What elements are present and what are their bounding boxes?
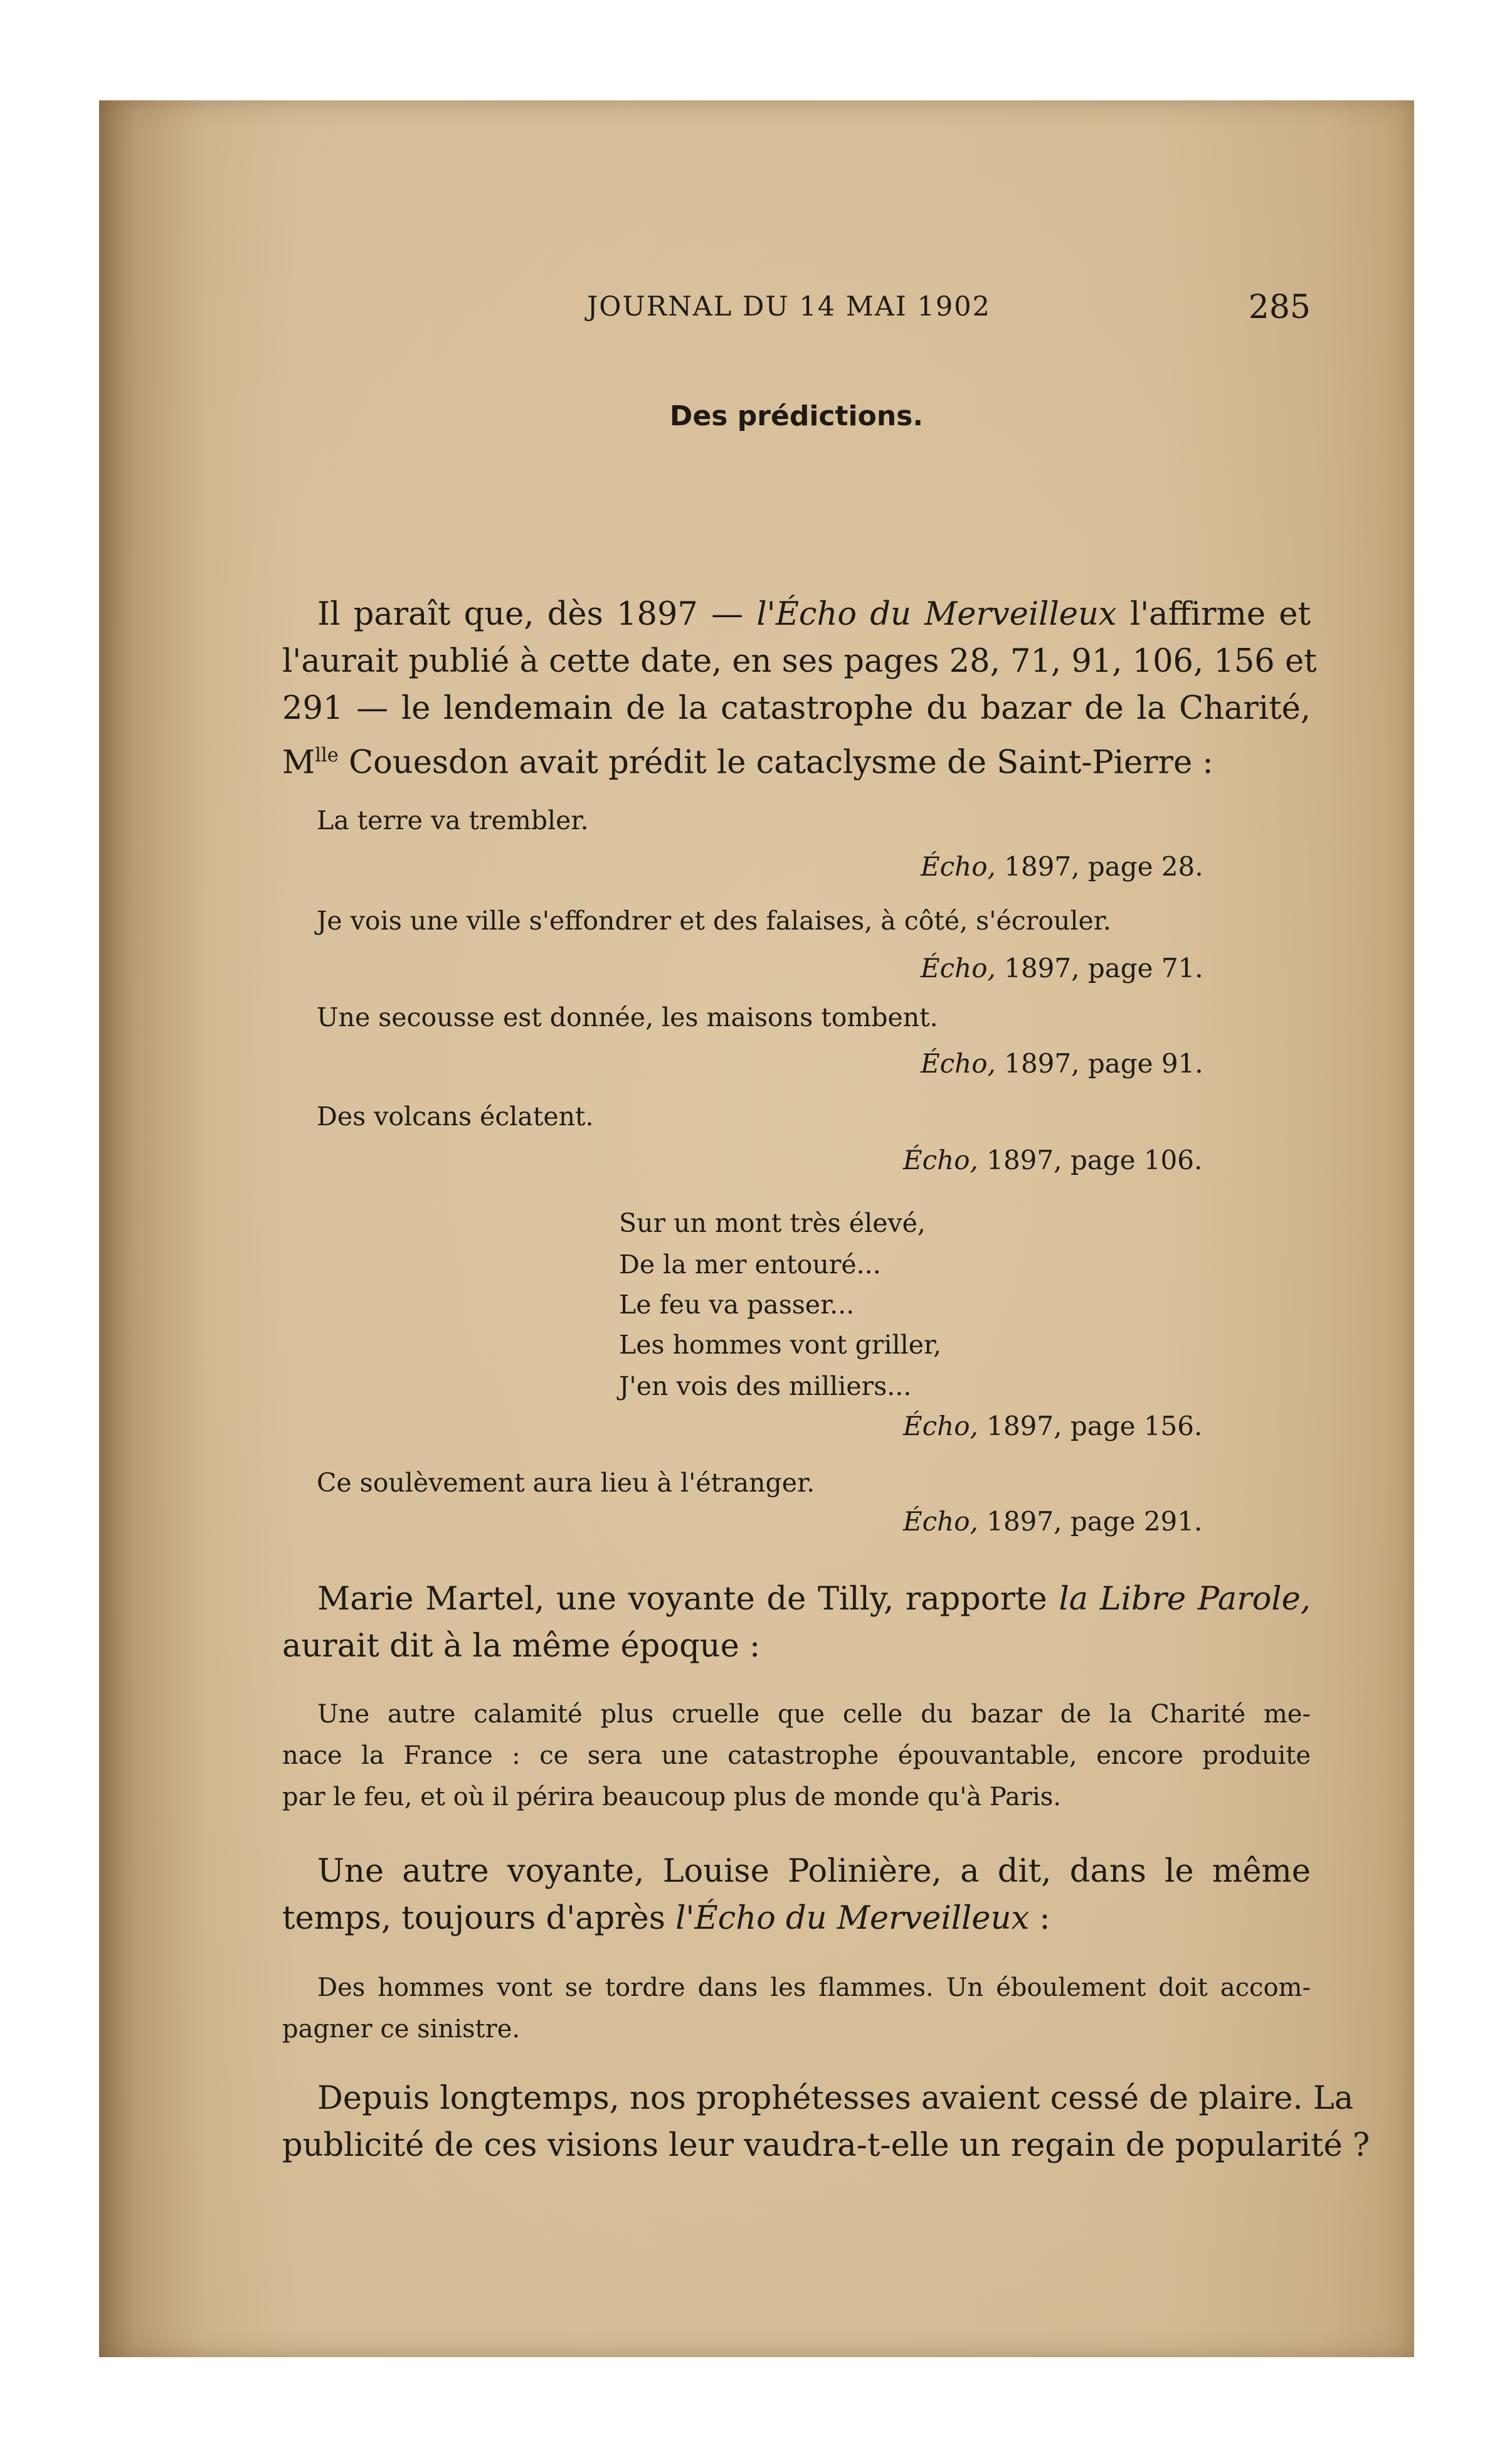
paragraph-1-line-1: Il paraît que, dès 1897 — l'Écho du Merveilleux l'affirme et	[317, 596, 1311, 633]
section-title: Des prédictions.	[669, 400, 924, 432]
quote-2: Je vois une ville s'effondrer et des falaises, à côté, s'écrouler.	[317, 906, 1111, 936]
quote-3: Une secousse est donnée, les maisons tombent.	[317, 1002, 938, 1032]
poem-citation: Écho, 1897, page 156.	[903, 1411, 1203, 1441]
quote-4-citation: Écho, 1897, page 106.	[903, 1145, 1203, 1175]
quote-4: Des volcans éclatent.	[317, 1101, 594, 1132]
running-head	[282, 289, 1311, 326]
paragraph-2-line-1: Marie Martel, une voyante de Tilly, rapporte la Libre Parole,	[317, 1581, 1311, 1618]
quote-7-line-3: par le feu, et où il périra beaucoup plus de monde qu'à Paris.	[282, 1783, 1061, 1811]
poem-line-3: Le feu va passer...	[619, 1290, 855, 1320]
paragraph-4-line-2: publicité de ces visions leur vaudra-t-elle un regain de popularité ?	[282, 2127, 1370, 2164]
poem-line-5: J'en vois des milliers...	[619, 1371, 912, 1401]
paragraph-3-line-1: Une autre voyante, Louise Polinière, a dit, dans le même	[317, 1853, 1311, 1890]
paragraph-3	[282, 1848, 1311, 1942]
quote-6: Ce soulèvement aura lieu à l'étranger.	[317, 1468, 815, 1498]
poem-line-2: De la mer entouré...	[619, 1249, 881, 1280]
poem-line-1: Sur un mont très élevé,	[619, 1208, 926, 1238]
book-page	[99, 100, 1414, 2357]
paragraph-2	[282, 1576, 1311, 1670]
paragraph-3-line-2: temps, toujours d'après l'Écho du Merveilleux :	[282, 1900, 1050, 1937]
quote-8	[282, 1967, 1311, 2050]
running-title: JOURNAL DU 14 MAI 1902	[587, 291, 991, 322]
paragraph-1-line-2: l'aurait publié à cette date, en ses pages 28, 71, 91, 106, 156 et	[282, 643, 1317, 680]
paragraph-2-line-2: aurait dit à la même époque :	[282, 1628, 761, 1665]
quote-7-line-1: Une autre calamité plus cruelle que celle du bazar de la Charité me-	[317, 1700, 1311, 1729]
quote-1-citation: Écho, 1897, page 28.	[921, 851, 1203, 882]
quote-3-citation: Écho, 1897, page 91.	[921, 1048, 1203, 1079]
quote-2-citation: Écho, 1897, page 71.	[921, 953, 1203, 984]
paragraph-1-line-4: $M^{lle}$ Couesdon avait prédit le cataclysme de Saint-Pierre :	[282, 744, 1213, 782]
quote-1: La terre va trembler.	[317, 805, 589, 835]
paragraph-1	[282, 591, 1317, 786]
paragraph-4-line-1: Depuis longtemps, nos prophétesses avaient cessé de plaire. La	[317, 2080, 1354, 2117]
quote-8-line-1: Des hommes vont se tordre dans les flammes. Un éboulement doit accom-	[317, 1973, 1311, 2002]
paragraph-1-line-3: 291 — le lendemain de la catastrophe du bazar de la Charité,	[282, 690, 1311, 727]
quote-7-line-2: nace la France : ce sera une catastrophe épouvantable, encore produite	[282, 1741, 1311, 1770]
page-number: 285	[1248, 289, 1311, 326]
quote-8-line-2: pagner ce sinistre.	[282, 2015, 521, 2044]
quote-7	[282, 1694, 1311, 1818]
quote-6-citation: Écho, 1897, page 291.	[903, 1506, 1203, 1537]
paragraph-4	[282, 2075, 1370, 2169]
poem-line-4: Les hommes vont griller,	[619, 1330, 942, 1360]
